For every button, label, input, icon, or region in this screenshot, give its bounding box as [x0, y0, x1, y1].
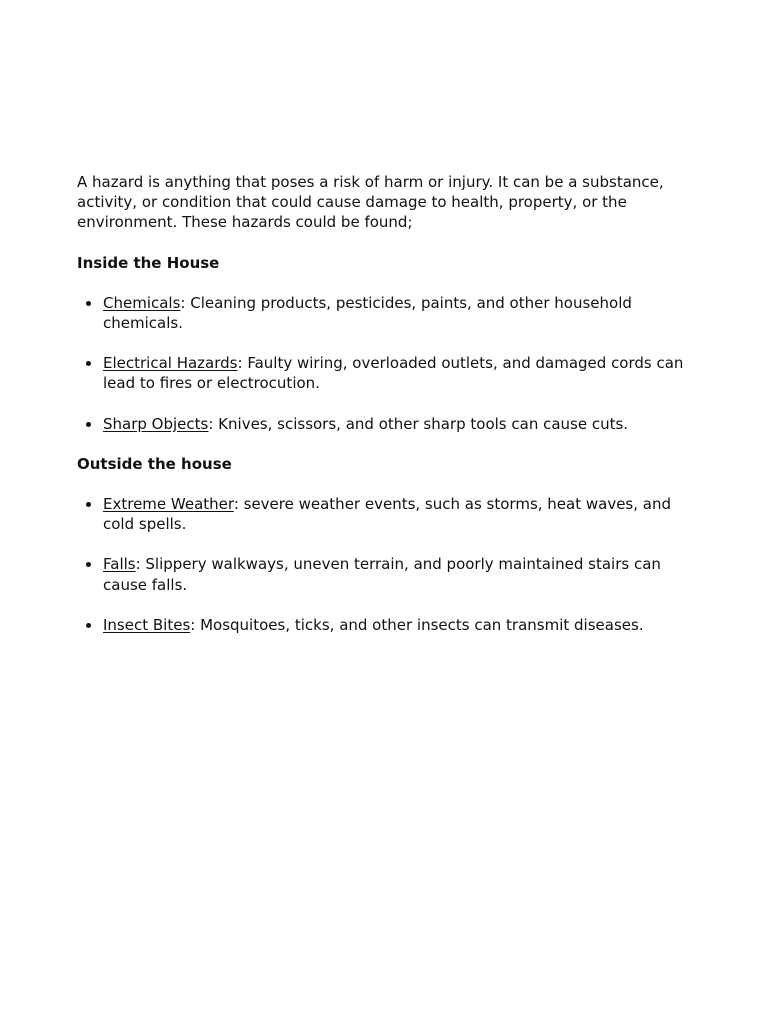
hazard-description: : Slippery walkways, uneven terrain, and poorly maintained stairs can cause falls.	[103, 555, 661, 594]
intro-paragraph: A hazard is anything that poses a risk of harm or injury. It can be a substance, activity, or condition that could cause damage to health, property, or the environment. These hazards could be found;	[77, 173, 664, 232]
bullet-icon	[86, 623, 91, 628]
document-body	[77, 172, 687, 655]
section-heading-outside: Outside the house	[77, 454, 232, 473]
hazard-description: : Mosquitoes, ticks, and other insects can transmit diseases.	[190, 615, 644, 634]
hazard-list-outside	[77, 494, 687, 635]
list-item	[77, 615, 687, 635]
list-item	[77, 554, 687, 594]
hazard-term-link[interactable]: Falls	[103, 555, 136, 574]
hazard-description: : Cleaning products, pesticides, paints, and other household chemicals.	[103, 293, 632, 333]
hazard-term-link[interactable]: Chemicals	[103, 293, 181, 312]
list-item	[77, 414, 687, 434]
bullet-icon	[86, 422, 91, 427]
hazard-description: : Faulty wiring, overloaded outlets, and damaged cords can lead to fires or electrocution.	[103, 354, 684, 393]
hazard-description: : severe weather events, such as storms, heat waves, and cold spells.	[103, 495, 672, 534]
hazard-list-inside	[77, 293, 687, 434]
hazard-term-link[interactable]: Electrical Hazards	[103, 354, 238, 373]
bullet-icon	[86, 361, 91, 366]
bullet-icon	[86, 502, 91, 507]
hazard-term-link[interactable]: Sharp Objects	[103, 414, 209, 433]
list-item	[77, 293, 687, 333]
bullet-icon	[86, 301, 91, 306]
section-heading-inside: Inside the House	[77, 253, 220, 272]
hazard-term-link[interactable]: Extreme Weather	[103, 495, 234, 514]
list-item	[77, 494, 687, 534]
list-item	[77, 353, 687, 393]
hazard-term-link[interactable]: Insect Bites	[103, 615, 191, 634]
bullet-icon	[86, 562, 91, 567]
hazard-description: : Knives, scissors, and other sharp tools can cause cuts.	[208, 414, 629, 433]
